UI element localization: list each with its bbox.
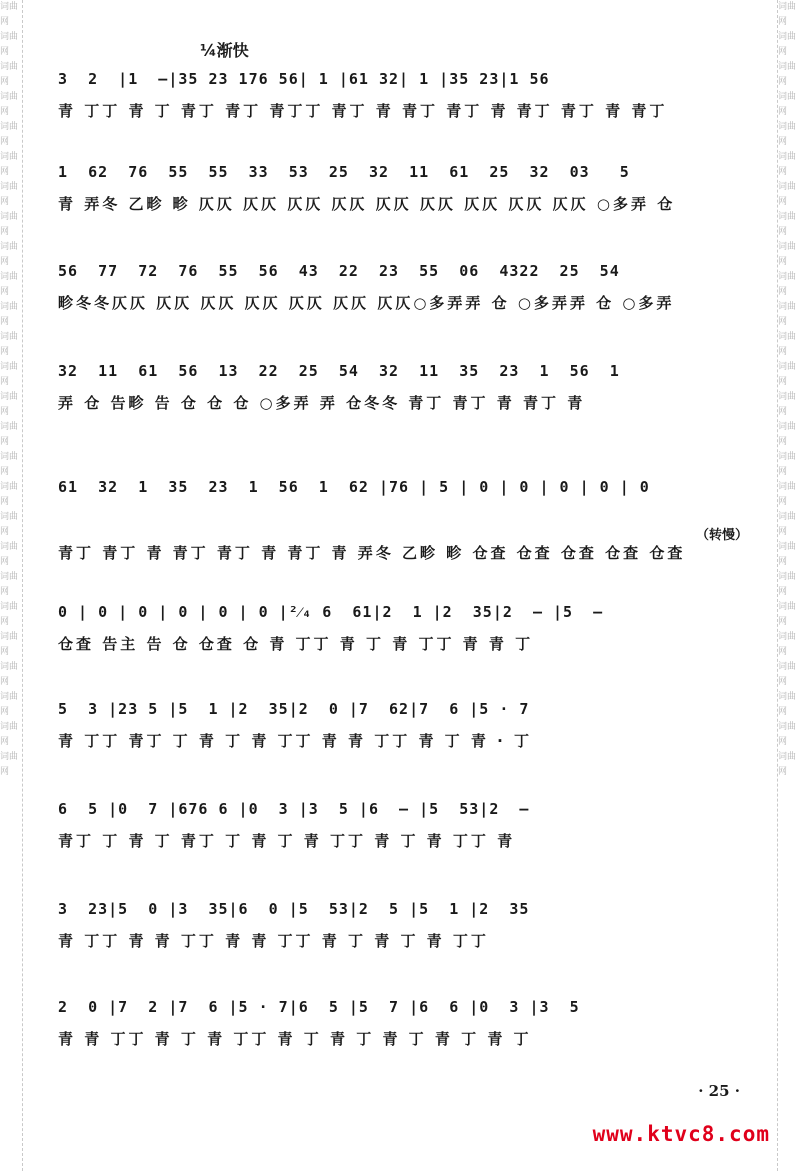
notation-line: 2 0 |7 2 |7 6 |5 · 7|6 5 |5 7 |6 6 |0 3 |3 5 xyxy=(58,998,580,1016)
lyric-line: 弄 仓 告畛 告 仓 仓 仓 ○多弄 弄 仓冬冬 青丁 青丁 青 青丁 青 xyxy=(58,394,586,412)
margin-text: 词曲网 xyxy=(0,752,19,777)
notation-line: 3 2 |1 —|35 23 176 56| 1 |61 32| 1 |35 23|1 56 xyxy=(58,70,550,88)
margin-text: 词曲网 xyxy=(778,752,797,777)
notation-line: 1 62 76 55 55 33 53 25 32 11 61 25 32 03 5 xyxy=(58,163,630,181)
margin-text: 词曲网 xyxy=(778,182,797,207)
margin-text: 词曲网 xyxy=(0,182,19,207)
lyric-line: 青 丁丁 青丁 丁 青 丁 青 丁丁 青 青 丁丁 青 丁 青 · 丁 xyxy=(58,732,533,750)
margin-text: 词曲网 xyxy=(0,32,19,57)
margin-text: 词曲网 xyxy=(0,662,19,687)
score-system xyxy=(58,478,748,570)
margin-text: 词曲网 xyxy=(778,122,797,147)
score-system xyxy=(58,700,748,758)
margin-text: 词曲网 xyxy=(778,272,797,297)
lyric-line: 青 丁丁 青 丁 青丁 青丁 青丁丁 青丁 青 青丁 青丁 青 青丁 青丁 青 青丁 xyxy=(58,102,668,120)
margin-text: 词曲网 xyxy=(0,722,19,747)
margin-text: 词曲网 xyxy=(778,692,797,717)
margin-text: 词曲网 xyxy=(0,212,19,237)
margin-text: 词曲网 xyxy=(0,272,19,297)
margin-text: 词曲网 xyxy=(778,452,797,477)
notation-line: 61 32 1 35 23 1 56 1 62 |76 | 5 | 0 | 0 | 0 | 0 | 0 xyxy=(58,478,650,496)
margin-text: 词曲网 xyxy=(778,242,797,267)
margin-text: 词曲网 xyxy=(778,2,797,27)
margin-text: 词曲网 xyxy=(0,602,19,627)
score-system xyxy=(58,998,748,1056)
notation-line: 56 77 72 76 55 56 43 22 23 55 06 4322 25 54 xyxy=(58,262,620,280)
score-system xyxy=(58,163,748,221)
direction-marking: （转慢） xyxy=(695,528,748,543)
margin-text: 词曲网 xyxy=(0,422,19,447)
margin-text: 词曲网 xyxy=(778,332,797,357)
margin-text: 词曲网 xyxy=(778,662,797,687)
score-system xyxy=(58,362,748,420)
margin-text: 词曲网 xyxy=(0,482,19,507)
lyric-line: 畛冬冬仄仄 仄仄 仄仄 仄仄 仄仄 仄仄 仄仄○多弄弄 仓 ○多弄弄 仓 ○多弄 xyxy=(58,294,675,312)
margin-text: 词曲网 xyxy=(0,332,19,357)
page-number: · 25 · xyxy=(698,1082,740,1100)
margin-text: 词曲网 xyxy=(778,722,797,747)
lyric-line: 青丁 丁 青 丁 青丁 丁 青 丁 青 丁丁 青 丁 青 丁丁 青 xyxy=(58,832,516,850)
margin-text: 词曲网 xyxy=(0,2,19,27)
notation-line: 32 11 61 56 13 22 25 54 32 11 35 23 1 56 1 xyxy=(58,362,620,380)
margin-text: 词曲网 xyxy=(778,362,797,387)
margin-text: 词曲网 xyxy=(778,62,797,87)
lyric-line: 青丁 青丁 青 青丁 青丁 青 青丁 青 弄冬 乙畛 畛 仓査 仓査 仓査 仓査 仓査 xyxy=(58,544,686,562)
tempo-marking: ¼渐快 xyxy=(200,41,249,60)
margin-text: 词曲网 xyxy=(0,362,19,387)
margin-text: 词曲网 xyxy=(0,62,19,87)
margin-text: 词曲网 xyxy=(0,392,19,417)
margin-text: 词曲网 xyxy=(778,392,797,417)
margin-text: 词曲网 xyxy=(0,152,19,177)
left-margin-watermark xyxy=(0,0,23,1171)
margin-text: 词曲网 xyxy=(778,152,797,177)
margin-text: 词曲网 xyxy=(778,512,797,537)
margin-text: 词曲网 xyxy=(778,632,797,657)
margin-text: 词曲网 xyxy=(0,92,19,117)
score-system xyxy=(58,70,748,128)
margin-text: 词曲网 xyxy=(778,422,797,447)
margin-text: 词曲网 xyxy=(0,572,19,597)
margin-text: 词曲网 xyxy=(0,632,19,657)
margin-text: 词曲网 xyxy=(778,212,797,237)
margin-text: 词曲网 xyxy=(0,542,19,567)
margin-text: 词曲网 xyxy=(778,572,797,597)
margin-text: 词曲网 xyxy=(0,302,19,327)
margin-text: 词曲网 xyxy=(0,452,19,477)
margin-text: 词曲网 xyxy=(778,542,797,567)
margin-text: 词曲网 xyxy=(778,302,797,327)
margin-text: 词曲网 xyxy=(778,602,797,627)
score-system xyxy=(58,603,748,661)
site-watermark: www.ktvc8.com xyxy=(592,1122,770,1146)
margin-text: 词曲网 xyxy=(0,512,19,537)
lyric-line: 青 弄冬 乙畛 畛 仄仄 仄仄 仄仄 仄仄 仄仄 仄仄 仄仄 仄仄 仄仄 ○多弄 仓 xyxy=(58,195,676,213)
margin-text: 词曲网 xyxy=(778,92,797,117)
lyric-line: 仓査 告主 告 仓 仓査 仓 青 丁丁 青 丁 青 丁丁 青 青 丁 xyxy=(58,635,534,653)
margin-text: 词曲网 xyxy=(778,482,797,507)
notation-line: 6 5 |0 7 |676 6 |0 3 |3 5 |6 — |5 53|2 — xyxy=(58,800,530,818)
margin-text: 词曲网 xyxy=(778,32,797,57)
lyric-line: 青 青 丁丁 青 丁 青 丁丁 青 丁 青 丁 青 丁 青 丁 青 丁 xyxy=(58,1030,532,1048)
notation-line: 5 3 |23 5 |5 1 |2 35|2 0 |7 62|7 6 |5 · 7 xyxy=(58,700,530,718)
notation-line: 0 | 0 | 0 | 0 | 0 | 0 |²⁄₄ 6 61|2 1 |2 35|2 — |5 — xyxy=(58,603,604,621)
lyric-line: 青 丁丁 青 青 丁丁 青 青 丁丁 青 丁 青 丁 青 丁丁 xyxy=(58,932,489,950)
score-system xyxy=(58,900,748,958)
score-system xyxy=(58,262,748,320)
margin-text: 词曲网 xyxy=(0,692,19,717)
score-system xyxy=(58,800,748,858)
margin-text: 词曲网 xyxy=(0,242,19,267)
notation-line: 3 23|5 0 |3 35|6 0 |5 53|2 5 |5 1 |2 35 xyxy=(58,900,530,918)
margin-text: 词曲网 xyxy=(0,122,19,147)
right-margin-watermark xyxy=(777,0,800,1171)
